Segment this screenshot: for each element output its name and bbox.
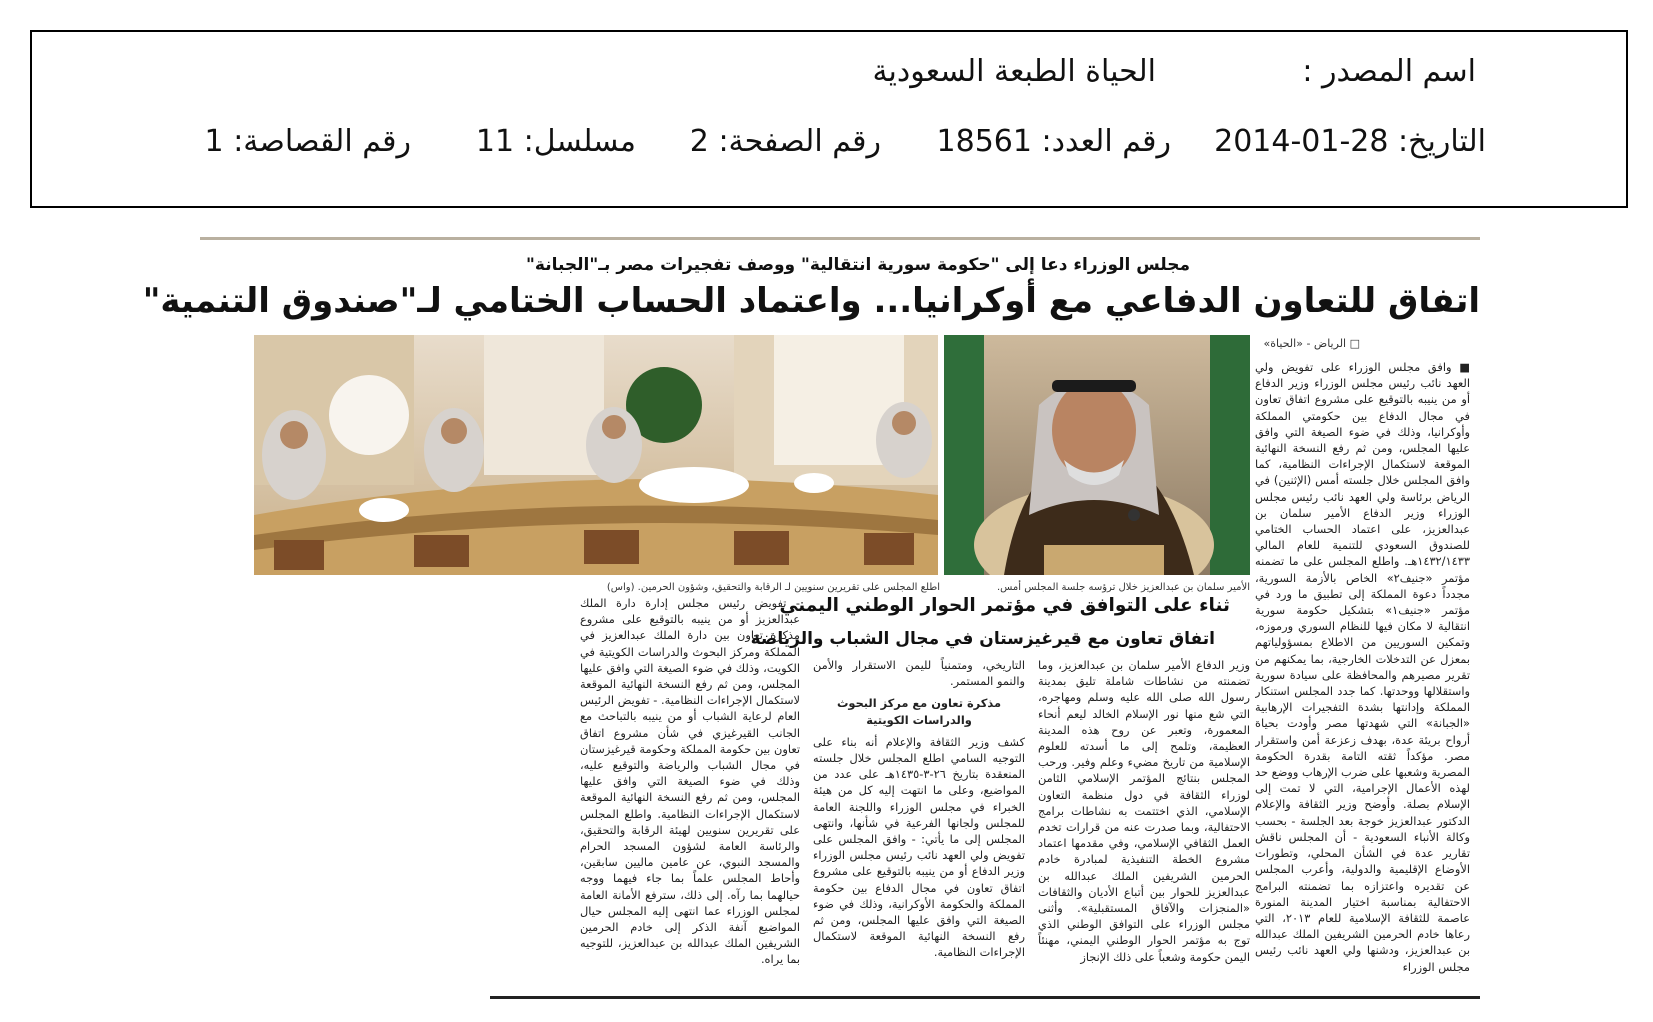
photo-prince-salman-image	[944, 335, 1250, 575]
subhead-kyrgyzstan: اتفاق تعاون مع قيرغيزستان في مجال الشباب والرياضة	[750, 629, 1215, 649]
photo-council-meeting-image	[254, 335, 938, 575]
article-column-right: ■ وافق مجلس الوزراء على تفويض ولي العهد نائب رئيس مجلس الوزراء وزير الدفاع أو من ينيبه بالتوقيع على مشروع اتفاق تعاون في مجال الدفاع بين حكومتي المملكة وأوكرانيا، وذلك في ضوء الصيغة التي وافق عليها المجلس، ومن ثم رفع النسخة النهائية الموقعة لاستكمال الإجراءات النظامية، كما وافق المجلس خلال جلسته أمس (الإثنين) في الرياض برئاسة ولي العهد نائب رئيس مجلس الوزراء وزير الدفاع الأمير سلمان بن عبدالعزيز، على اعتماد الحساب الختامي للصندوق السعودي للتنمية للعام المالي ١٤٣٢/١٤٣٣هـ. واطلع المجلس على ما تضمنه مؤتمر «جنيف٢» الخاص بالأزمة السورية، مجدداً دعوة المملكة إلى تطبيق ما ورد في مؤتمر «جنيف١» بتشكيل حكومة سورية انتقالية لا مكان فيها للنظام السوري ورموزه، وتمكين السوريين من الاطلاع بمسؤولياتهم بمعزل عن التدخلات الخارجية، بما يمكنهم من تقرير مصيرهم والمحافظة على سيادة سورية واستقلالها ووحدتها. كما جدد المجلس استنكار المملكة وإدانتها بشدة التفجيرات الإرهابية «الجبانة» التي شهدتها مصر وأودت بحياة أرواح بريئة عدة، بهدف زعزعة أمن واستقرار مصر. مؤكداً ثقته التامة بقدرة الحكومة المصرية وشعبها على ضرب الإرهاب ووضع حد لهذه الأعمال الإجرامية، التي لا تمت إلى الإسلام بصلة. وأوضح وزير الثقافة والإعلام الدكتور عبدالعزيز خوجة بعد الجلسة - بحسب وكالة الأنباء السعودية - أن المجلس ناقش تقارير عدة في الشأن المحلي، وتطورات الأوضاع الإقليمية والدولية، وأعرب المجلس عن تقديره واعتزازه بما تضمنته البرامج الاحتفالية بمناسبة اختيار المدينة المنورة عاصمة للثقافة الإسلامية للعام ٢٠١٣، التي رعاها خادم الحرمين الشريفين الملك عبدالله بن عبدالعزيز، ودشنها ولي العهد نائب رئيس مجلس الوزراء	[1255, 360, 1470, 974]
photo-council-meeting	[254, 335, 938, 575]
newspaper-clipping	[142, 237, 1480, 1007]
serial-label: مسلسل:	[523, 124, 636, 159]
top-rule	[200, 237, 1480, 240]
article-column-center-1: وزير الدفاع الأمير سلمان بن عبدالعزيز، وما تضمنته من نشاطات شاملة تليق بمدينة رسول الله صلى الله عليه وسلم ومهاجره، التي شع منها نور الإسلام الخالد ليعم أنحاء المعمورة، وتعبر عن روح هذه المدينة العظيمة، وتلمح إلى ما أسدته للعلوم الإسلامية من تاريخ مضيء وعلم وفير. ورحب المجلس بنتائج المؤتمر الإسلامي الثامن لوزراء الثقافة في دول منظمة التعاون الإسلامي، الذي اختتمت به نشاطات برامج الاحتفالية، وبما صدرت عنه من قرارات تخدم العمل الثقافي الإسلامي، وفي مقدمها اعتماد مشروع الخطة التنفيذية لمبادرة خادم الحرمين الشريفين الملك عبدالله بن عبدالعزيز للحوار بين أتباع الأديان والثقافات «المنجزات والآفاق المستقبلية». وأثنى مجلس الوزراء على التوافق الوطني الذي توج به مؤتمر الحوار الوطني اليمني، مهنئاً اليمن حكومة وشعباً على ذلك الإنجاز	[1038, 658, 1250, 964]
page-value: 2	[689, 124, 709, 159]
article-column-center-2	[813, 657, 1025, 987]
photo-prince-salman	[944, 335, 1250, 575]
source-info-box	[30, 30, 1628, 208]
date-field	[1214, 124, 1486, 159]
source-label: اسم المصدر :	[1302, 54, 1476, 89]
article-dateline: □ الرياض - «الحياة»	[1263, 337, 1360, 350]
subhead-yemen: ثناء على التوافق في مؤتمر الحوار الوطني اليمني	[779, 595, 1230, 616]
source-row	[1302, 54, 1476, 89]
source-value-row	[872, 54, 1156, 89]
serial-field	[476, 124, 636, 159]
date-label: التاريخ:	[1398, 124, 1486, 159]
article-kicker: مجلس الوزراء دعا إلى "حكومة سورية انتقالية" ووصف تفجيرات مصر بـ"الجبانة"	[526, 255, 1190, 275]
column-2-top-text: التاريخي، ومتمنياً لليمن الاستقرار والأمن والنمو المستمر.	[813, 658, 1025, 689]
bottom-rule	[490, 996, 1480, 999]
photo-prince-caption: الأمير سلمان بن عبدالعزيز خلال ترؤسه جلسة المجلس أمس.	[996, 582, 1250, 593]
issue-field	[937, 124, 1171, 159]
serial-value: 11	[475, 124, 515, 159]
clip-label: رقم القصاصة:	[233, 124, 411, 159]
date-value: 2014-01-28	[1214, 124, 1389, 159]
source-value: الحياة الطبعة السعودية	[872, 54, 1156, 89]
article-headline: اتفاق للتعاون الدفاعي مع أوكرانيا... واعتماد الحساب الختامي لـ"صندوق التنمية"	[142, 281, 1480, 321]
column-2-text: كشف وزير الثقافة والإعلام أنه بناء على التوجيه السامي اطلع المجلس خلال جلسته المنعقدة بتاريخ ٢٦-٣-١٤٣٥هـ على عدد من المواضيع، وعلى ما انتهت إليه كل من هيئة الخبراء في مجلس الوزراء واللجنة العامة للمجلس ولجانها الفرعية في شأنها، وانتهى المجلس إلى ما يأتي: - وافق المجلس على تفويض ولي العهد نائب رئيس مجلس الوزراء وزير الدفاع أو من ينيبه بالتوقيع على مشروع اتفاق تعاون في مجال الدفاع بين حكومة المملكة والحكومة الأوكرانية، وذلك في ضوء الصيغة التي وافق عليها المجلس، ومن ثم رفع النسخة النهائية الموقعة لاستكمال الإجراءات النظامية.	[813, 734, 1025, 960]
subhead-kuwait-memo: مذكرة تعاون مع مركز البحوث والدراسات الكويتية	[836, 696, 1002, 727]
photo-council-caption: اطلع المجلس على تقريرين سنويين لـ الرقابة والتحقيق، وشؤون الحرمين. (واس)	[606, 582, 940, 593]
clip-value: 1	[204, 124, 224, 159]
page-field	[690, 124, 881, 159]
page-label: رقم الصفحة:	[718, 124, 881, 159]
article-column-left: - تفويض رئيس مجلس إدارة دارة الملك عبدالعزيز أو من ينيبه بالتوقيع على مشروع مذكرة تعاون بين دارة الملك عبدالعزيز في المملكة ومركز البحوث والدراسات الكويتية في الكويت، وذلك في ضوء الصيغة التي وافق عليها المجلس، ومن ثم رفع النسخة النهائية الموقعة لاستكمال الإجراءات النظامية. - تفويض الرئيس العام لرعاية الشباب أو من ينيبه بالتباحث مع الجانب القيرغيزي في شأن مشروع اتفاق تعاون بين حكومة المملكة وحكومة قيرغيزستان في مجال الشباب والرياضة والتوقيع عليه، وذلك في ضوء الصيغة التي وافق عليها المجلس، ومن ثم رفع النسخة النهائية الموقعة لاستكمال الإجراءات النظامية. واطلع المجلس على تقريرين سنويين لهيئة الرقابة والتحقيق، والرئاسة العامة لشؤون المسجد الحرام والمسجد النبوي، عن عامين ماليين سابقين، وأحاط المجلس علماً بما جاء فيهما ووجه حيالهما بما رآه. إلى ذلك، سترفع الأمانة العامة لمجلس الوزراء عما انتهى إليه المجلس حيال المواضيع آنفة الذكر إلى خادم الحرمين الشريفين الملك عبدالله بن عبدالعزيز، للتوجيه بما يراه.	[580, 596, 800, 967]
issue-label: رقم العدد:	[1041, 124, 1171, 159]
issue-value: 18561	[936, 124, 1032, 159]
clip-field	[205, 124, 411, 159]
